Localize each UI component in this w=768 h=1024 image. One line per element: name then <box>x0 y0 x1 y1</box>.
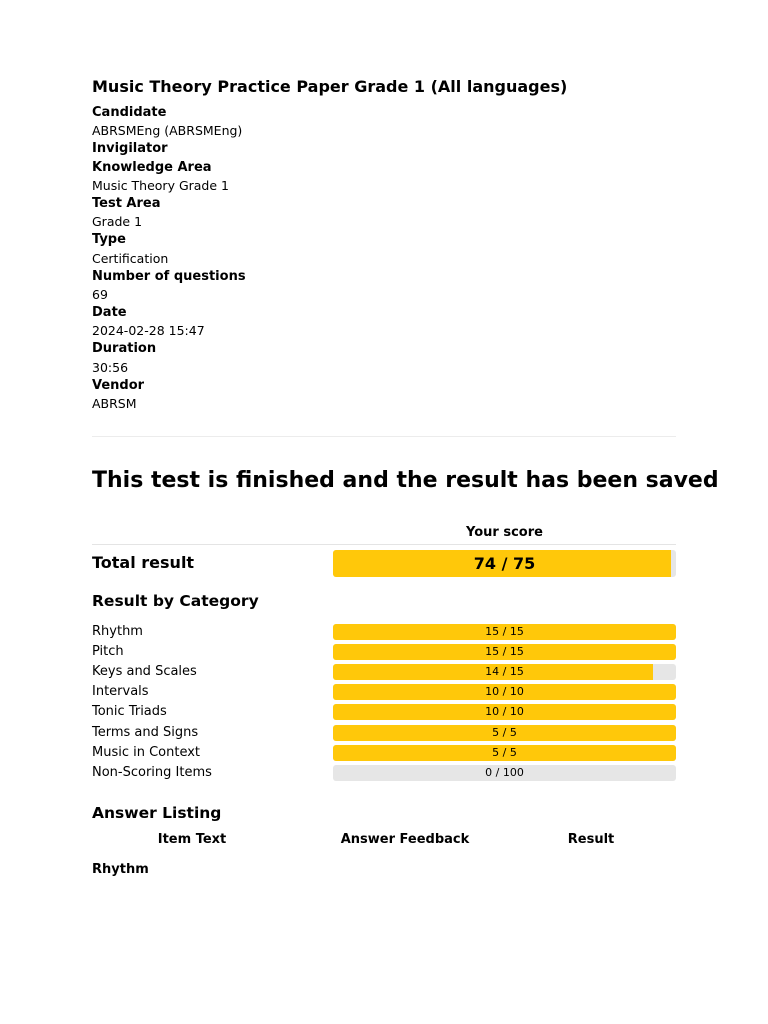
category-score-bar <box>333 765 676 781</box>
section-divider <box>92 436 676 437</box>
category-row-rhythm <box>92 623 676 643</box>
detail-value: Music Theory Grade 1 <box>92 177 229 193</box>
detail-value: ABRSM <box>92 396 137 411</box>
detail-value: Certification <box>92 250 169 266</box>
detail-number-of-questions <box>92 268 676 304</box>
category-score-value: 0 / 100 <box>485 766 524 779</box>
column-header-item-text: Item Text <box>157 832 227 847</box>
detail-type <box>92 231 676 267</box>
column-header-result: Result <box>567 832 615 847</box>
category-label: Tonic Triads <box>92 704 167 719</box>
result-by-category-heading: Result by Category <box>92 592 259 610</box>
category-row-pitch <box>92 643 676 663</box>
category-label: Rhythm <box>92 624 143 639</box>
category-score-value: 5 / 5 <box>492 746 517 759</box>
category-row-keys-and-scales <box>92 663 676 683</box>
detail-vendor <box>92 377 676 413</box>
detail-label: Vendor <box>92 377 145 393</box>
detail-label: Number of questions <box>92 268 246 284</box>
detail-duration <box>92 340 676 376</box>
category-row-music-in-context <box>92 744 676 764</box>
detail-label: Date <box>92 305 127 321</box>
category-score-bar <box>333 745 676 761</box>
category-row-terms-and-signs <box>92 724 676 744</box>
total-score-bar <box>333 550 676 577</box>
column-header-answer-feedback: Answer Feedback <box>340 832 470 847</box>
detail-knowledge-area <box>92 159 676 195</box>
test-details <box>92 104 676 413</box>
detail-label: Duration <box>92 341 157 357</box>
detail-date <box>92 304 676 340</box>
category-label: Non-Scoring Items <box>92 765 212 780</box>
detail-value: 69 <box>92 286 108 302</box>
category-row-intervals <box>92 683 676 703</box>
category-score-bar <box>333 624 676 640</box>
your-score-column-header: Your score <box>466 525 543 540</box>
category-row-tonic-triads <box>92 703 676 723</box>
detail-value: Grade 1 <box>92 214 143 230</box>
category-score-value: 5 / 5 <box>492 726 517 739</box>
detail-label: Invigilator <box>92 141 168 157</box>
category-score-bar <box>333 725 676 741</box>
detail-label: Type <box>92 232 126 248</box>
detail-label: Knowledge Area <box>92 159 212 175</box>
category-label: Pitch <box>92 644 124 659</box>
detail-label: Candidate <box>92 105 167 120</box>
category-score-bar <box>333 644 676 660</box>
category-score-value: 14 / 15 <box>485 665 524 678</box>
detail-invigilator <box>92 140 676 158</box>
category-score-value: 10 / 10 <box>485 685 524 698</box>
score-header-rule <box>92 544 676 545</box>
category-score-value: 10 / 10 <box>485 705 524 718</box>
category-label: Terms and Signs <box>92 725 199 740</box>
detail-value: 30:56 <box>92 359 129 375</box>
detail-test-area <box>92 195 676 231</box>
category-row-non-scoring-items <box>92 764 676 784</box>
detail-value: 2024-02-28 15:47 <box>92 323 205 339</box>
category-label: Keys and Scales <box>92 664 197 679</box>
category-score-bar <box>333 704 676 720</box>
answer-listing-heading: Answer Listing <box>92 804 222 822</box>
category-score-bar <box>333 664 676 680</box>
document-title: Music Theory Practice Paper Grade 1 (All languages) <box>92 77 568 96</box>
detail-candidate <box>92 104 676 140</box>
category-score-bar <box>333 684 676 700</box>
total-result-label: Total result <box>92 553 195 572</box>
detail-label: Test Area <box>92 195 161 211</box>
total-score-value: 74 / 75 <box>473 554 536 573</box>
category-score-value: 15 / 15 <box>485 625 524 638</box>
category-label: Music in Context <box>92 745 201 760</box>
detail-value: ABRSMEng (ABRSMEng) <box>92 123 243 139</box>
category-label: Intervals <box>92 684 149 699</box>
result-heading: This test is finished and the result has been saved <box>92 468 719 493</box>
category-score-value: 15 / 15 <box>485 645 524 658</box>
answer-section-heading: Rhythm <box>92 862 149 877</box>
